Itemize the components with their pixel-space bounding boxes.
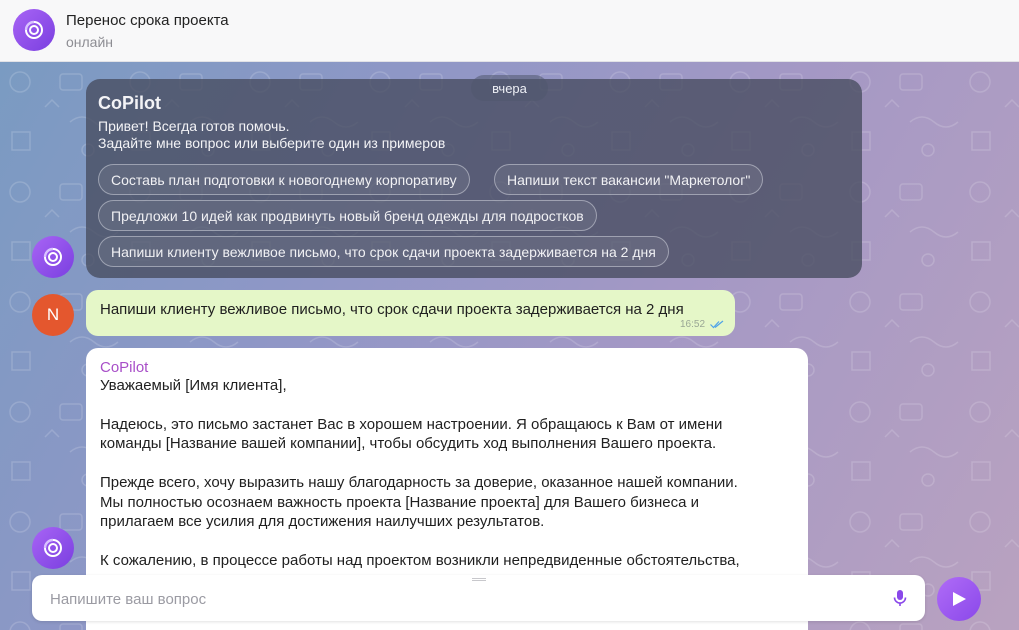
copilot-message-avatar bbox=[32, 527, 74, 569]
microphone-icon[interactable] bbox=[890, 588, 910, 608]
bot-message-line: Мы полностью осознаем важность проекта [Название проекта] для Вашего бизнеса и bbox=[100, 494, 699, 511]
message-timestamp: 16:52 bbox=[680, 319, 706, 330]
copilot-message-avatar bbox=[32, 236, 74, 278]
welcome-greeting: Привет! Всегда готов помочь. bbox=[98, 118, 290, 134]
double-check-icon bbox=[710, 320, 724, 329]
resize-handle[interactable] bbox=[472, 578, 486, 581]
copilot-logo-icon bbox=[41, 245, 65, 269]
bot-message-line: команды [Название вашей компании], чтобы обсудить ход выполнения Вашего проекта. bbox=[100, 435, 717, 452]
chat-header bbox=[0, 0, 1019, 62]
chat-area[interactable] bbox=[0, 62, 1019, 630]
suggestion-chip-brand-ideas[interactable]: Предложи 10 идей как продвинуть новый бренд одежды для подростков bbox=[98, 200, 597, 231]
user-message-bubble bbox=[86, 290, 735, 336]
bot-message-line: Уважаемый [Имя клиента], bbox=[100, 377, 287, 394]
welcome-instruction: Задайте мне вопрос или выберите один из примеров bbox=[98, 135, 446, 151]
bot-sender-name: CoPilot bbox=[100, 359, 149, 376]
message-input[interactable] bbox=[48, 585, 872, 613]
copilot-logo-icon bbox=[41, 536, 65, 560]
bot-message-line: прилагаем все усилия для достижения наилучших результатов. bbox=[100, 513, 545, 530]
bot-message-line: Прежде всего, хочу выразить нашу благодарность за доверие, оказанное нашей компании. bbox=[100, 474, 738, 491]
date-separator: вчера bbox=[471, 75, 548, 101]
message-composer bbox=[32, 575, 925, 621]
suggestion-chip-corporate-plan[interactable]: Составь план подготовки к новогоднему корпоративу bbox=[98, 164, 470, 195]
bot-message-line: К сожалению, в процессе работы над проектом возникли непредвиденные обстоятельства, bbox=[100, 552, 740, 569]
welcome-card bbox=[86, 79, 862, 278]
user-avatar: N bbox=[32, 294, 74, 336]
copilot-avatar[interactable] bbox=[13, 9, 55, 51]
welcome-title: CoPilot bbox=[98, 93, 161, 113]
suggestion-chip-marketer-vacancy[interactable]: Напиши текст вакансии "Маркетолог" bbox=[494, 164, 763, 195]
chat-title: Перенос срока проекта bbox=[66, 12, 229, 29]
suggestion-chip-client-letter[interactable]: Напиши клиенту вежливое письмо, что срок сдачи проекта задерживается на 2 дня bbox=[98, 236, 669, 267]
send-arrow-icon bbox=[949, 589, 969, 609]
send-button[interactable] bbox=[937, 577, 981, 621]
user-message-text: Напиши клиенту вежливое письмо, что срок сдачи проекта задерживается на 2 дня bbox=[100, 301, 684, 318]
copilot-logo-icon bbox=[22, 18, 46, 42]
bot-message-line: Надеюсь, это письмо застанет Вас в хорошем настроении. Я обращаюсь к Вам от имени bbox=[100, 416, 723, 433]
chat-status: онлайн bbox=[66, 34, 114, 50]
